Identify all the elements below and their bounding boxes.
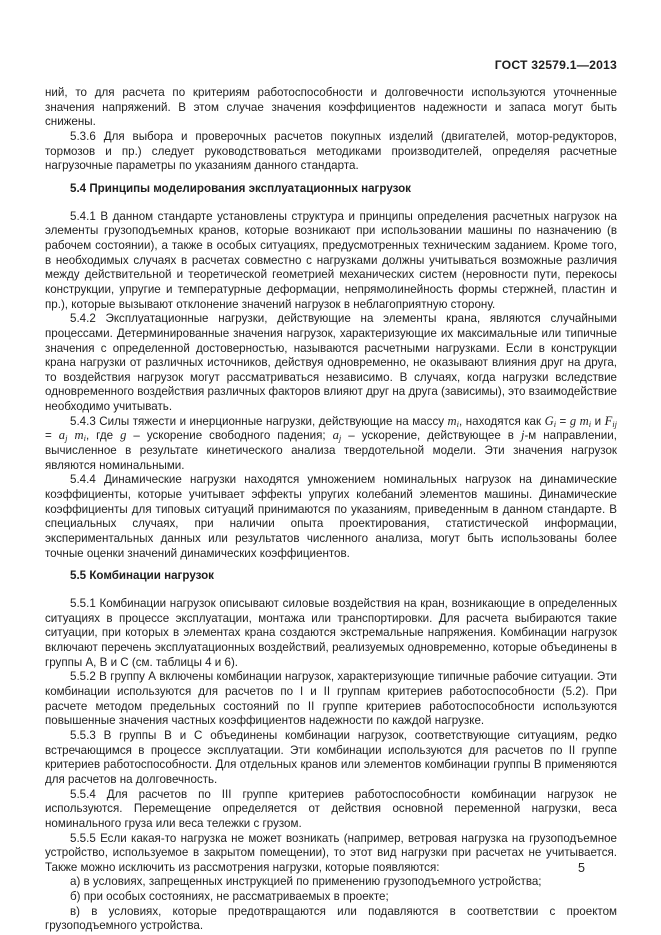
math-variable: $m_i$ <box>579 413 592 429</box>
math-variable: $F_{ij}$ <box>604 413 618 429</box>
math-variable: $G_i$ <box>544 413 557 429</box>
paragraph: 5.3.6 Для выбора и проверочных расчетов покупных изделий (двигателей, мотор-редукторов, тормозов и пр.) следует руководствоваться методиками производителей, определяя расчетные нагрузочные параметры по указаниям данного стандарта. <box>45 129 617 173</box>
section-heading: 5.5 Комбинации нагрузок <box>70 569 214 583</box>
paragraph: 5.5.3 В группы В и С объединены комбинации нагрузок, соответствующие ситуациям, редко встречающимся в процессе эксплуатации. Эти комбинации используются для расчетов по II группе критериев работоспособности. Для отдельных кранов или элементов комбинации группы В применяются для расчетов на долговечность. <box>45 728 617 786</box>
paragraph: 5.5.5 Если какая-то нагрузка не может возникать (например, ветровая нагрузка на грузоподъемное устройство, используемое в закрытом помещении), то этот вид нагрузки при расчетах не учитывается. Также можно исключить из рассмотрения нагрузки, которые появляются: <box>45 831 617 874</box>
standard-number: ГОСТ 32579.1—2013 <box>494 58 617 72</box>
paragraph: 5.4.1 В данном стандарте установлены структура и принципы определения расчетных нагрузок на элементы грузоподъемных кранов, которые возникают при использовании машины по назначению (в рабочем состоянии), а также в особых ситуациях, предусмотренных техническим заданием. Кроме того, в необходимых случаях в расчетах совместно с нагрузками должны учитываться возможные различия между действительной и теоретической геометрией механических систем (неровности пути, перекосы конструкции, упругие и температурные деформации, непрямолинейность формы стержней, пластин и пр.), которые вызывают отклонение значений нагрузок в неблагоприятную сторону. <box>45 209 617 311</box>
list-item: в) в условиях, которые предотвращаются или подавляются в соответствии с проектом грузоподъемного устройства. <box>45 904 617 933</box>
list-item: а) в условиях, запрещенных инструкцией по применению грузоподъемного устройства; <box>70 875 542 889</box>
page-number: 5 <box>578 861 585 875</box>
paragraph: 5.4.2 Эксплуатационные нагрузки, действующие на элементы крана, являются случайными процессами. Детерминированные значения нагрузок, характеризующие их максимальные или типичные значения с определенной достоверностью, называются расчетными нагрузками. Если в конструкции крана нагрузки от различных источников, действуя одновременно, не оказывают влияния друг на друга, то воздействия нагрузок могут рассматриваться независимо. В случаях, когда нагрузки вследствие одновременного воздействия различных факторов влияют друг на друга (зависимы), это взаимодействие необходимо учитывать. <box>45 312 617 414</box>
paragraph: 5.5.4 Для расчетов по III группе критериев работоспособности комбинации нагрузок не используются. Перемещение определяется от действия основной переменной нагрузки, веса номинального груза или веса тележки с грузом. <box>45 787 617 830</box>
math-variable: g <box>120 428 127 443</box>
document-content <box>45 86 617 934</box>
paragraph: 5.5.2 В группу А включены комбинации нагрузок, характеризующие типичные рабочие ситуации. Эти комбинации используются для расчетов по I и II группам критериев работоспособности (5.2). При расчете методом предельных состояний по II группе критериев работоспособности используются повышенные значения частных коэффициентов надежности по каждой нагрузке. <box>45 670 617 728</box>
paragraph: 5.4.4 Динамические нагрузки находятся умножением номинальных нагрузок на динамические коэффициенты, которые учитывает эффекты упругих колебаний элементов машины. Динамические коэффициенты для типовых ситуаций принимаются по указаниям, приведенным в данном стандарте. В специальных случаях, при наличии опыта проектирования, статистической информации, экспериментальных данных или результатов численного анализа, могут быть использованы более точные оценки значений динамических коэффициентов. <box>45 473 617 560</box>
math-variable: $a_j$ <box>332 428 342 444</box>
running-header <box>45 58 617 72</box>
paragraph: 5.5.1 Комбинации нагрузок описывают силовые воздействия на кран, возникающие в определенных ситуациях в процессе эксплуатации, монтажа или транспортировки. Для расчета выбираются такие ситуации, при которых в элементах крана создаются экстремальные напряжения. Комбинации нагрузок включают перечень эксплуатационных воздействий, реализуемых одновременно, которые объединены в группы А, В и С (см. таблицы 4 и 6). <box>45 597 617 669</box>
math-variable: g <box>569 413 577 428</box>
math-variable: $m_i$ <box>74 428 86 444</box>
paragraph: ний, то для расчета по критериям работоспособности и долговечности используются уточненные значения напряжений. В этом случае значения коэффициентов надежности и запаса могут быть снижены. <box>45 86 617 129</box>
math-variable: $a_j$ <box>58 428 68 444</box>
math-variable: $m_i$ <box>447 413 460 429</box>
paragraph: 5.4.3 Силы тяжести и инерционные нагрузки, действующие на массу $m_i$, находятся как $G_i = g$ $m_i$ и $F_{ij} = a_j$ $m_i$, где g – ускорение свободного падения; $a_j$ – ускорение, действующее в j-м направлении, вычисленное в результате кинетического анализа твердотельной модели. Эти значения нагрузок являются номинальными. <box>45 413 618 472</box>
section-heading: 5.4 Принципы моделирования эксплуатационных нагрузок <box>70 181 411 195</box>
list-item: б) при особых состояниях, не рассматриваемых в проекте; <box>70 890 389 904</box>
math-variable: j <box>520 428 525 443</box>
